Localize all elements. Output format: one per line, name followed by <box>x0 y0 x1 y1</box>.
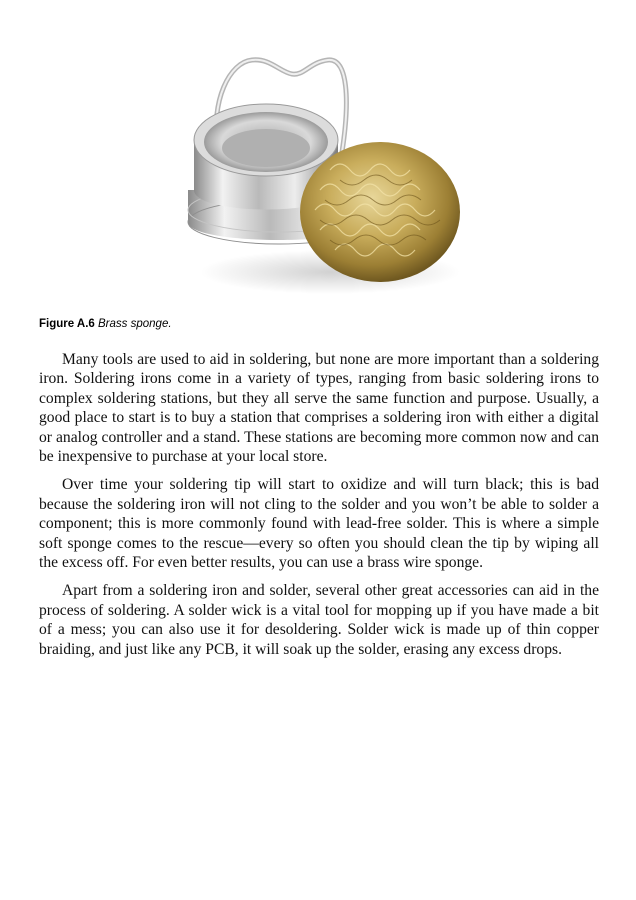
paragraph: Many tools are used to aid in soldering, but none are more important than a soldering iron. Soldering irons come in a variety of types, ranging from basic soldering irons to complex soldering stations, but they all serve the same function and purpose. Usually, a good place to start is to buy a station that comprises a soldering iron with either a digital or analog controller and a stand. These stations are becoming more common now and can be inexpensive to purchase at your local store. <box>39 351 599 466</box>
figure-caption <box>39 318 172 330</box>
figure-caption-text: Brass sponge. <box>98 318 172 330</box>
body-text <box>39 350 599 668</box>
figure-label: Figure A.6 <box>39 318 95 330</box>
brass-sponge-image <box>170 40 470 312</box>
paragraph: Over time your soldering tip will start to oxidize and will turn black; this is bad because the soldering iron will not cling to the solder and you won’t be able to solder a component; this is more commonly found with lead-free solder. This is where a simple soft sponge comes to the rescue—every so often you should clean the tip by wiping all the excess off. For even better results, you can use a brass wire sponge. <box>39 476 599 572</box>
paragraph: Apart from a soldering iron and solder, several other great accessories can aid in the process of soldering. A solder wick is a vital tool for mopping up if you have made a bit of a mess; you can also use it for desoldering. Solder wick is made up of thin copper braiding, and just like any PCB, it will soak up the solder, erasing any excess drops. <box>39 582 599 658</box>
brass-sponge-figure <box>170 40 470 312</box>
